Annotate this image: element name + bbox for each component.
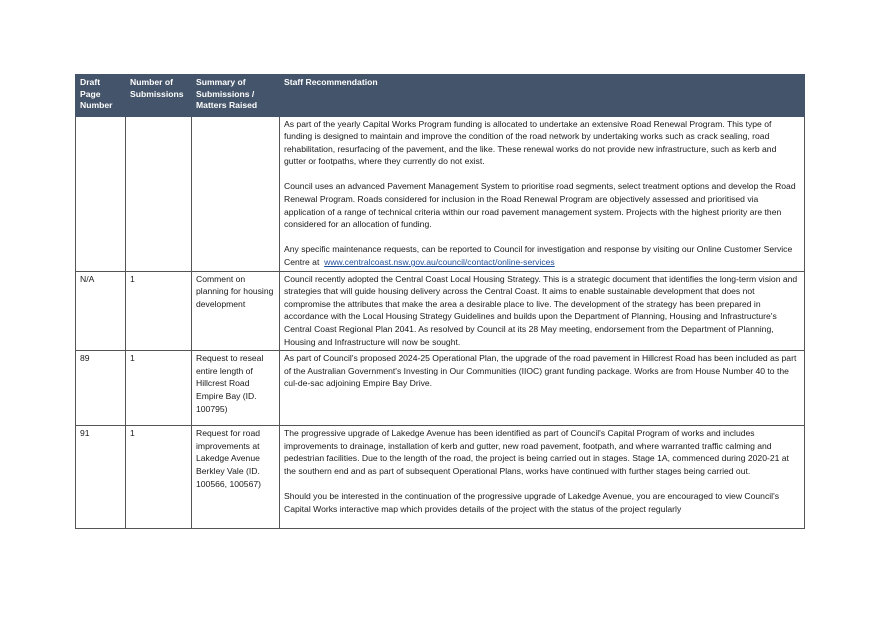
cell-recommendation bbox=[280, 351, 805, 426]
cell-page: N/A bbox=[76, 271, 126, 351]
cell-page bbox=[76, 116, 126, 271]
recommendation-paragraph: As part of Council's proposed 2024-25 Operational Plan, the upgrade of the road pavement in Hillcrest Road has been included as part of the Australian Government's Investing in Our Communities (IIOC) grant funding package. Works are from House Number 40 to the cul-de-sac adjoining Empire Bay Drive. bbox=[284, 353, 797, 389]
table-row bbox=[76, 271, 805, 351]
cell-recommendation bbox=[280, 271, 805, 351]
recommendation-paragraph: Should you be interested in the continuation of the progressive upgrade of Lakedge Avenue, you are encouraged to view Council's Capital Works interactive map which provides details of the project with the status of the project regularly bbox=[284, 491, 780, 514]
cell-page: 91 bbox=[76, 426, 126, 529]
table-header bbox=[76, 75, 805, 117]
online-services-link[interactable]: www.centralcoast.nsw.gov.au/council/contact/online-services bbox=[324, 257, 555, 268]
header-row bbox=[76, 75, 805, 117]
cell-page: 89 bbox=[76, 351, 126, 426]
header-staff-recommendation: Staff Recommendation bbox=[280, 75, 805, 117]
recommendation-paragraph: Council uses an advanced Pavement Management System to prioritise road segments, select treatment options and develop the Road Renewal Program. Roads considered for inclusion in the Road Renewal Program are objectively assessed and prioritised via application of a range of technical criteria within our road pavement management system. Projects with the highest priority are then considered for an allocation of funding. bbox=[284, 181, 796, 230]
recommendation-paragraph: The progressive upgrade of Lakedge Avenue has been identified as part of Council's Capital Program of works and includes improvements to drainage, installation of kerb and gutter, new road pavement, footpath, and where warranted traffic calming and pedestrian facilities. Due to the length of the road, the project is being carried out in stages. Stage 1A, commenced during 2020-21 at the southern end and as part of subsequent Operational Plans, works have continued with further stages being carried out. bbox=[284, 428, 789, 476]
header-draft-page-number: Draft Page Number bbox=[76, 75, 126, 117]
cell-summary: Request to reseal entire length of Hillcrest Road Empire Bay (ID. 100795) bbox=[192, 351, 280, 426]
cell-summary: Comment on planning for housing development bbox=[192, 271, 280, 351]
header-number-of-submissions: Number of Submissions bbox=[126, 75, 192, 117]
cell-count: 1 bbox=[126, 351, 192, 426]
header-summary: Summary of Submissions / Matters Raised bbox=[192, 75, 280, 117]
cell-count bbox=[126, 116, 192, 271]
cell-summary: Request for road improvements at Lakedge Avenue Berkley Vale (ID. 100566, 100567) bbox=[192, 426, 280, 529]
recommendation-paragraph bbox=[284, 243, 800, 268]
recommendation-paragraph: Council recently adopted the Central Coast Local Housing Strategy. This is a strategic document that identifies the long-term vision and strategies that will guide housing delivery across the Central Coast. It aims to enable sustainable development that does not compromise the attributes that make the area a desirable place to live. The development of the strategy has been prepared in accordance with the Local Housing Strategy Guidelines and builds upon the Department of Planning, Housing and Infrastructure's Central Coast Regional Plan 2041. As resolved by Council at its 28 May meeting, endorsement from the Department of Planning, Housing and Infrastructure will now be sought. bbox=[284, 273, 798, 347]
cell-recommendation bbox=[280, 116, 805, 271]
table-row bbox=[76, 116, 805, 271]
recommendation-text: Any specific maintenance requests, can be reported to Council for investigation and response by visiting our Online Customer Service Centre at bbox=[284, 244, 793, 268]
table-row bbox=[76, 351, 805, 426]
recommendation-paragraph: As part of the yearly Capital Works Program funding is allocated to undertake an extensive Road Renewal Program. This type of funding is designed to maintain and improve the condition of the road network by undertaking works such as crack sealing, road rehabilitation, resurfacing of the pavement, and the like. These renewal works do not provide new infrastructure, such as kerb and gutter or footpaths, where they currently do not exist. bbox=[284, 118, 777, 167]
submissions-table bbox=[75, 74, 805, 529]
cell-recommendation bbox=[280, 426, 805, 529]
recommendation-content bbox=[284, 427, 800, 525]
table-row bbox=[76, 426, 805, 529]
cell-count: 1 bbox=[126, 426, 192, 529]
table-body bbox=[76, 116, 805, 529]
cell-summary bbox=[192, 116, 280, 271]
cell-count: 1 bbox=[126, 271, 192, 351]
